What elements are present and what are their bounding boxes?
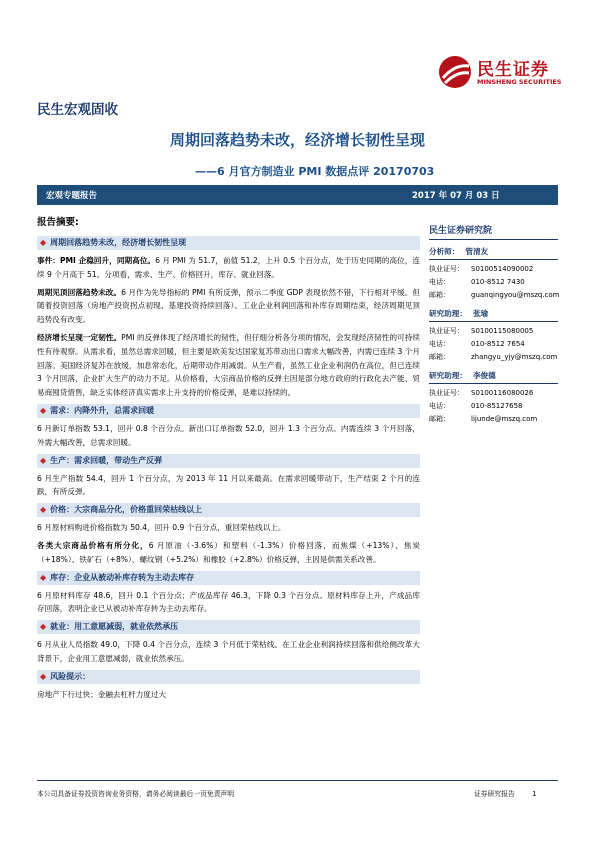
paragraph: 各类大宗商品价格有所分化，6 月原油（-3.6%）和塑料（-1.3%）价格回落，而焦煤（+13%）、焦炭（+18%）、铁矿石（+8%）、螺纹钢（+5.2%）和橡胶（+2.8%）价格反弹，主因是供需关系改善。 bbox=[37, 540, 421, 564]
section-header bbox=[37, 571, 420, 585]
paragraph: 房地产下行过快；金融去杠杆力度过大 bbox=[37, 689, 167, 699]
footer-disclaimer: 本公司具备证券投资咨询业务资格，请务必阅读最后一页免责声明 bbox=[37, 790, 235, 798]
analyst-block: 研究助理： 李俊德 执业证号： S0100116080026 电话： 010-85127658 邮箱： lijunde@mszq.com bbox=[429, 370, 558, 426]
analyst-name: 管清友 bbox=[465, 247, 489, 256]
analyst-role: 分析师： bbox=[429, 247, 460, 256]
license-number: S0100116080026 bbox=[471, 389, 534, 397]
section-title: 库存：企业从被动补库存转为主动去库存 bbox=[50, 572, 195, 582]
analyst-panel bbox=[429, 223, 558, 426]
paragraph: 事件：PMI 企稳回升，同期高位。6 月 PMI 为 51.7，前值 51.2，上升 0.5 个百分点，处于历史同期的高位，连续 9 个月高于 51。分项看，需求、生产、价格回升，库存、就业回落。 bbox=[37, 256, 420, 279]
phone: 010-85127658 bbox=[471, 402, 523, 410]
bullet-icon: ◆ bbox=[40, 671, 47, 681]
bullet-icon: ◆ bbox=[40, 622, 47, 632]
section-title: 周期回落趋势未改，经济增长韧性呈现 bbox=[50, 238, 187, 247]
report-subtitle: ——6 月官方制造业 PMI 数据点评 20170703 bbox=[195, 165, 435, 178]
paragraph: 6 月从业人员指数 49.0，下降 0.4 个百分点，连续 3 个月低于荣枯线。在工业企业利润持续回落和供给侧改革大背景下，企业用工意愿减弱，就业依然承压。 bbox=[37, 640, 420, 663]
section-title: 生产：需求回暖，带动生产反弹 bbox=[50, 455, 163, 465]
summary-body bbox=[37, 236, 420, 706]
analyst-name: 张瑜 bbox=[472, 309, 489, 318]
license-number: S0100514090002 bbox=[471, 265, 534, 273]
email-link[interactable]: guanqingyou@mszq.com bbox=[471, 291, 560, 299]
paragraph: 6 月新订单指数 53.1，回升 0.8 个百分点。新出口订单指数 52.0，回升 1.3 个百分点。内需连续 3 个月回落，外需大幅改善，总需求回暖。 bbox=[37, 423, 420, 447]
section-title: 就业：用工意愿减弱，就业依然承压 bbox=[50, 622, 179, 632]
section-title: 需求：内降外升，总需求回暖 bbox=[50, 405, 155, 415]
bullet-icon: ◆ bbox=[40, 505, 47, 515]
column-name: 民生宏观固收 bbox=[37, 102, 118, 118]
logo-mark-icon bbox=[437, 52, 473, 92]
section-header bbox=[37, 503, 420, 517]
section-header bbox=[37, 670, 420, 684]
paragraph: 6 月原材料库存 48.6，回升 0.1 个百分点；产成品库存 46.3，下降 0.3 个百分点。原材料库存上升，产成品库存回落，表明企业已从被动补库存转为主动去库存。 bbox=[37, 590, 420, 614]
paragraph: 经济增长呈现一定韧性。PMI 的反弹体现了经济增长的韧性，但仔细分析各分项的情况，会发现经济韧性的可持续性有待观察。从需求看，虽然总需求回暖，但主要是欧美发达国家复苏带动出口需求大幅改善，内需已连续 3 个月回落。美国经济复苏在放缓，加息常态化，后期带动作用减弱。从生产看，虽然工业企业利润仍在高位，但已连续 3 个月回落，企业扩大生产的动力不足。从价格看，大宗商品价格的反弹主因是部分地方政府的行政化去产能、贸易商囤货惜售，缺乏实体经济真实需求上升支持的价格反弹，是难以持续的。 bbox=[37, 332, 421, 398]
license-number: S0100115080005 bbox=[471, 327, 534, 335]
summary-heading: 报告摘要: bbox=[37, 217, 79, 228]
bullet-icon: ◆ bbox=[40, 405, 47, 415]
phone: 010-8512 7654 bbox=[471, 340, 525, 348]
section-title: 价格：大宗商品分化，价格重回荣枯线以上 bbox=[50, 505, 203, 515]
section-header bbox=[37, 454, 420, 468]
research-institute: 民生证券研究院 bbox=[429, 223, 558, 240]
company-logo bbox=[437, 49, 577, 95]
report-date: 2017 年 07 月 03 日 bbox=[412, 191, 500, 201]
section-header bbox=[37, 404, 420, 418]
report-title: 周期回落趋势未改，经济增长韧性呈现 bbox=[169, 131, 425, 149]
bullet-icon: ◆ bbox=[40, 572, 47, 582]
section-title: 风险提示： bbox=[50, 671, 91, 681]
report-type: 宏观专题报告 bbox=[46, 191, 98, 201]
paragraph: 6 月原材料购进价格指数为 50.4，回升 0.9 个百分点，重回荣枯线以上。 bbox=[37, 523, 286, 533]
logo-text-cn: 民生证券 bbox=[477, 60, 549, 80]
section-header bbox=[37, 236, 420, 250]
email-link[interactable]: lijunde@mszq.com bbox=[471, 415, 538, 423]
bullet-icon: ◆ bbox=[40, 455, 47, 465]
section-header bbox=[37, 620, 420, 634]
analyst-role: 研究助理： bbox=[429, 371, 467, 380]
analyst-name: 李俊德 bbox=[472, 371, 496, 380]
footer-divider bbox=[37, 780, 558, 781]
analyst-role: 研究助理： bbox=[429, 309, 467, 318]
paragraph: 周期见顶回落趋势未改。6 月作为先导指标的 PMI 有所反弹，预示二季度 GDP 表现依然不错，下行相对平缓。但随着投资回落（房地产投资拐点初现、基建投资持续回落）、工业企业利润回落和补库存周期结束，经济周期见顶趋势没有改变。 bbox=[37, 287, 421, 325]
paragraph: 6 月生产指数 54.4，回升 1 个百分点，为 2013 年 11 月以来最高。在需求回暖带动下，生产结束 2 个月的连跌，有所反弹。 bbox=[37, 473, 420, 497]
email-link[interactable]: zhangyu_yjy@mszq.com bbox=[471, 353, 558, 361]
phone: 010-8512 7430 bbox=[471, 278, 525, 286]
analyst-block: 研究助理： 张瑜 执业证号： S0100115080005 电话： 010-8512 7654 邮箱： zhangyu_yjy@mszq.com bbox=[429, 308, 558, 364]
bullet-icon: ◆ bbox=[40, 238, 47, 247]
logo-text-en: MINSHENG SECURITIES bbox=[477, 78, 562, 86]
analyst-block: 分析师： 管清友 执业证号： S0100514090002 电话： 010-8512 7430 邮箱： guanqingyou@mszq.com bbox=[429, 246, 558, 302]
footer-page-label: 证券研究报告 1 bbox=[474, 790, 537, 798]
